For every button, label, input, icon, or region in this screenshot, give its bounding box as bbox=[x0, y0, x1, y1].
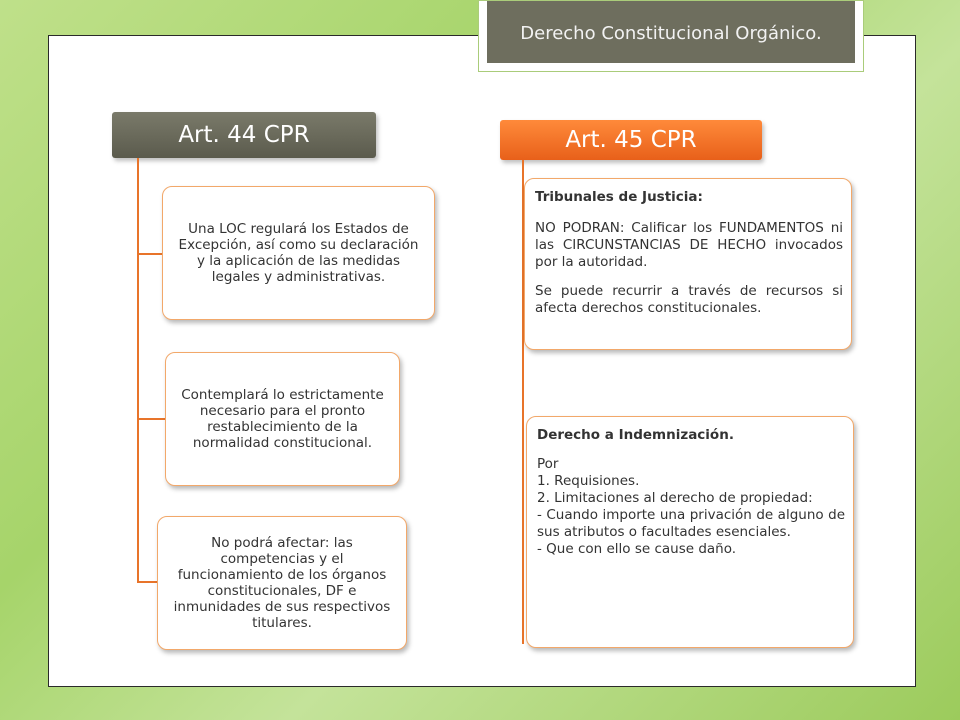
art45-box-tribunales bbox=[524, 178, 852, 350]
art44-connector-3 bbox=[137, 581, 157, 583]
art44-connector-2 bbox=[137, 418, 165, 420]
art44-box-loc-text: Una LOC regulará los Estados de Excepción, así como su declaración y la aplicación de las medidas legales y administrativas. bbox=[178, 221, 419, 285]
title-tab bbox=[478, 0, 864, 72]
indemnizacion-title: Derecho a Indemnización. bbox=[537, 427, 734, 443]
art44-header: Art. 44 CPR bbox=[112, 112, 376, 158]
art44-box-normalidad-text: Contemplará lo estrictamente necesario para el pronto restablecimiento de la normalidad constitucional. bbox=[181, 387, 384, 451]
indemnizacion-line: 1. Requisiones. bbox=[537, 473, 640, 489]
art44-vertical-connector bbox=[137, 158, 139, 582]
art44-box-competencias-text: No podrá afectar: las competencias y el funcionamiento de los órganos constitucionales, DF e inmunidades de sus respectivos titulares. bbox=[173, 535, 391, 631]
art45-header: Art. 45 CPR bbox=[500, 120, 762, 160]
art44-connector-1 bbox=[137, 253, 162, 255]
art44-box-normalidad bbox=[165, 352, 400, 486]
slide-title: Derecho Constitucional Orgánico. bbox=[487, 1, 855, 63]
tribunales-paragraph-1: NO PODRAN: Calificar los FUNDAMENTOS ni las CIRCUNSTANCIAS DE HECHO invocados por la autoridad. bbox=[535, 220, 843, 270]
art45-box-indemnizacion bbox=[526, 416, 854, 648]
art44-box-loc bbox=[162, 186, 435, 320]
indemnizacion-line: 2. Limitaciones al derecho de propiedad: bbox=[537, 490, 813, 506]
indemnizacion-line: - Cuando importe una privación de alguno de sus atributos o facultades esenciales. bbox=[537, 507, 845, 540]
indemnizacion-line: - Que con ello se cause daño. bbox=[537, 541, 737, 557]
art44-box-competencias bbox=[157, 516, 407, 650]
tribunales-paragraph-2: Se puede recurrir a través de recursos si afecta derechos constitucionales. bbox=[535, 283, 843, 316]
tribunales-title: Tribunales de Justicia: bbox=[535, 189, 703, 205]
indemnizacion-line: Por bbox=[537, 456, 559, 472]
